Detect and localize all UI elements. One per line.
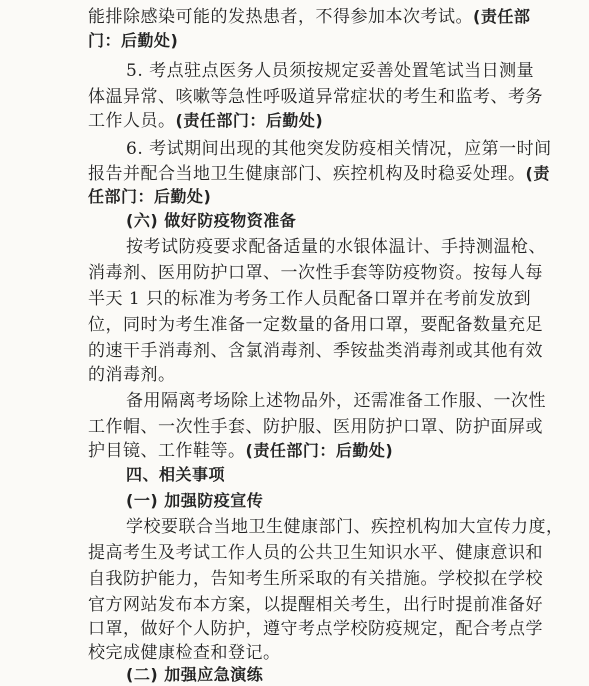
line-25: 口罩，做好个人防护，遵守考点学校防疫规定，配合考点学	[88, 619, 543, 639]
line-11: 消毒剂、医用防护口罩、一次性手套等防疫物资。按每人每	[88, 263, 543, 283]
line-7: 报告并配合当地卫生健康部门、疾控机构及时稳妥处理。(责	[88, 164, 550, 184]
line-12: 半天 1 只的标准为考务工作人员配备口罩并在考前发放到	[88, 289, 532, 309]
line-14: 的速干手消毒剂、含氯消毒剂、季铵盐类消毒剂或其他有效	[88, 341, 543, 361]
line-8: 任部门：后勤处)	[88, 187, 212, 206]
line-2: 门：后勤处)	[88, 31, 179, 50]
line-23: 自我防护能力，告知考生所采取的有关措施。学校拟在学校	[88, 569, 543, 589]
line-21: 学校要联合当地卫生健康部门、疾控机构加大宣传力度，	[126, 517, 564, 537]
line-10: 按考试防疫要求配备适量的水银体温计、手持测温枪、	[126, 237, 546, 257]
line-22: 提高考生及考试工作人员的公共卫生知识水平、健康意识和	[88, 543, 543, 563]
line-15: 的消毒剂。	[88, 365, 176, 385]
line-24: 官方网站发布本方案，以提醒相关考生，出行时提前准备好	[88, 595, 543, 615]
line-3: 5. 考点驻点医务人员须按规定妥善处置笔试当日测量	[126, 61, 535, 81]
line-5: 工作人员。(责任部门：后勤处)	[88, 111, 324, 131]
line-20: (一) 加强防疫宣传	[126, 491, 264, 510]
line-16: 备用隔离考场除上述物品外，还需准备工作服、一次性	[126, 391, 546, 411]
line-1: 能排除感染可能的发热患者，不得参加本次考试。(责任部	[88, 7, 531, 27]
line-18: 护目镜、工作鞋等。(责任部门：后勤处)	[88, 441, 394, 461]
line-17: 工作帽、一次性手套、防护服、医用防护口罩、防护面屏或	[88, 417, 543, 437]
line-27: (二) 加强应急演练	[126, 665, 264, 684]
line-9: (六) 做好防疫物资准备	[126, 211, 297, 230]
line-6: 6. 考试期间出现的其他突发防疫相关情况，应第一时间	[126, 139, 552, 159]
line-19: 四、相关事项	[126, 465, 226, 484]
line-13: 位，同时为考生准备一定数量的备用口罩，要配备数量充足	[88, 315, 543, 335]
line-4: 体温异常、咳嗽等急性呼吸道异常症状的考生和监考、考务	[88, 87, 543, 107]
line-26: 校完成健康检查和登记。	[88, 643, 281, 663]
